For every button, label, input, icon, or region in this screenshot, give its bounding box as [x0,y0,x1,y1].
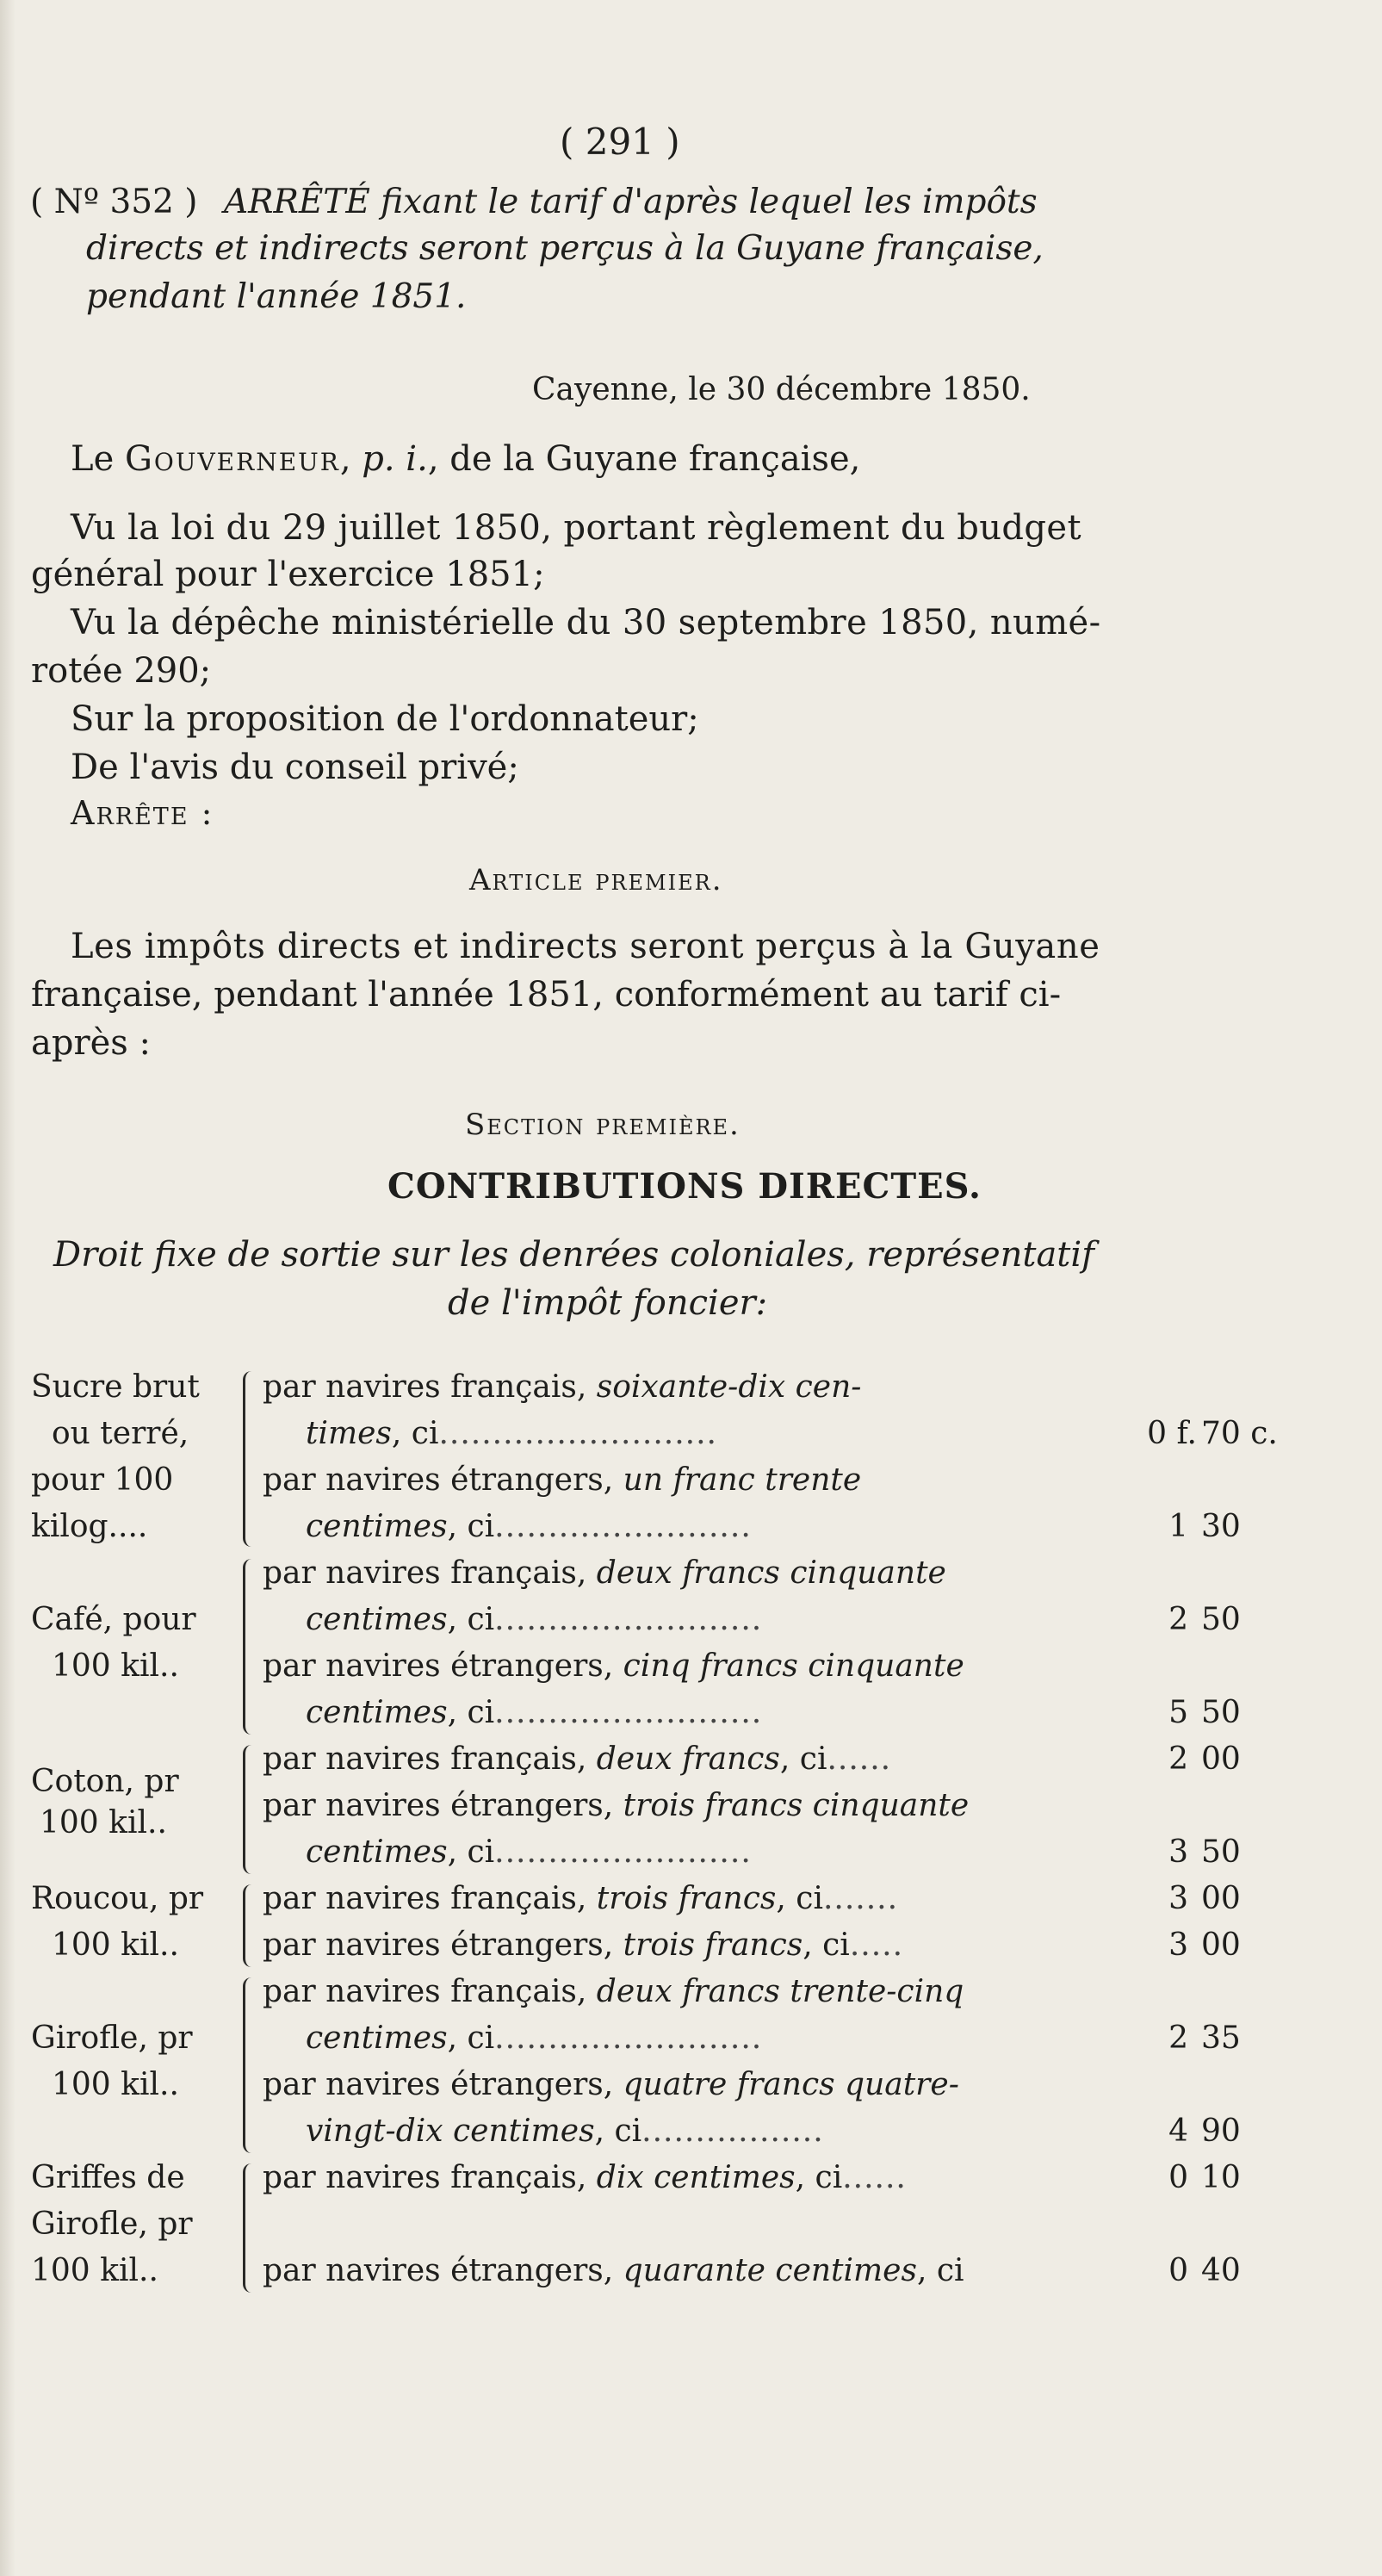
label-griffes-1: Griffes de [31,2160,185,2195]
label-sucre-1: Sucre brut [31,1369,200,1405]
sucre-et-centimes: 30 [1201,1509,1241,1544]
cafe-fr-text: par navires français, [263,1555,597,1591]
preamble-avis: De l'avis du conseil privé; [71,748,519,787]
preamble-gouverneur [71,439,860,479]
griffes-fr-text: par navires français, [263,2160,597,2195]
sucre-fr-amount-text: soixante-dix cen- [596,1369,862,1405]
sucre-et-line-2 [306,1507,752,1547]
girofle-et-ci: , ci [594,2114,642,2149]
coton-et-ci: , ci [447,1834,495,1870]
cafe-et-line-1 [263,1647,964,1686]
cafe-fr-line-1 [263,1554,946,1593]
griffes-et-ci: , ci [916,2253,964,2288]
girofle-et-line-2 [306,2112,824,2151]
girofle-fr-ci: , ci [447,2020,495,2056]
coton-fr-francs: 2 [1168,1741,1188,1777]
roucou-et-text: par navires étrangers, [263,1927,623,1963]
label-sucre-3: pour 100 [31,1462,174,1498]
decree-title-line-1 [30,183,1038,221]
sucre-et-amount-text-2: centimes [306,1509,448,1544]
griffes-fr-ci: , ci [795,2160,843,2195]
roucou-fr-amount-text: trois francs [596,1881,777,1916]
roucou-fr-line-1 [263,1879,898,1919]
sucre-et-francs: 1 [1168,1509,1188,1544]
coton-et-line-1 [263,1786,969,1826]
roucou-et-francs: 3 [1168,1927,1188,1963]
dot-leader: .......................... [438,1416,717,1451]
coton-fr-centimes: 00 [1201,1741,1241,1777]
preamble-proposition: Sur la proposition de l'ordonnateur; [71,699,699,739]
sucre-et-line-1 [263,1461,861,1500]
label-sucre-4: kilog.... [31,1509,148,1544]
sucre-fr-text: par navires français, [263,1369,597,1405]
preamble-vu-depeche-1: Vu la dépêche ministérielle du 30 septembre 1850, numé- [71,603,1101,642]
girofle-fr-amount-text-2: centimes [306,2020,448,2056]
girofle-et-francs: 4 [1168,2114,1188,2149]
dot-leader: ........................ [494,1834,752,1870]
griffes-et-centimes: 40 [1201,2253,1241,2288]
decree-title-line-2: directs et indirects seront perçus à la Guyane française, [86,229,1044,268]
article-text-1: Les impôts directs et indirects seront perçus à la Guyane [71,927,1100,966]
girofle-et-amount-text: quatre francs quatre- [623,2067,959,2102]
cafe-fr-amount-text: deux francs cinquante [596,1555,946,1591]
dot-leader: ......................... [494,1695,763,1730]
article-heading: Article premier. [469,863,723,897]
cafe-fr-ci: , ci [447,1602,495,1637]
gouverneur-prefix: Le [71,439,125,479]
cafe-et-francs: 5 [1168,1695,1188,1730]
coton-fr-line-1 [263,1740,891,1779]
roucou-fr-ci: , ci [776,1881,823,1916]
coton-fr-text: par navires français, [263,1741,597,1777]
roucou-fr-francs: 3 [1168,1881,1188,1916]
page-number: ( 291 ) [560,121,680,163]
preamble-vu-depeche-2: rotée 290; [31,651,212,691]
cafe-et-amount-text-2: centimes [306,1695,448,1730]
dot-leader: ..... [849,1927,904,1963]
girofle-fr-line-2 [306,2019,762,2058]
dot-leader: ................. [641,2114,824,2149]
cafe-et-centimes: 50 [1201,1695,1241,1730]
cafe-et-text: par navires étrangers, [263,1648,623,1684]
coton-et-amount-text-2: centimes [306,1834,448,1870]
article-text-3: après : [31,1023,151,1063]
label-cafe-2: 100 kil.. [52,1648,179,1684]
cafe-fr-centimes: 50 [1201,1602,1241,1637]
gouverneur-rest: , de la Guyane française, [427,439,861,479]
label-roucou-2: 100 kil.. [52,1927,179,1963]
coton-fr-amount-text: deux francs [596,1741,780,1777]
roucou-et-amount-text: trois francs [623,1927,803,1963]
preamble-vu-loi-2: général pour l'exercice 1851; [31,555,545,594]
brace-coton [243,1745,254,1874]
coton-et-centimes: 50 [1201,1834,1241,1870]
decree-title-line-3: pendant l'année 1851. [86,277,467,316]
label-sucre-2: ou terré, [52,1416,189,1451]
sucre-et-text: par navires étrangers, [263,1462,623,1498]
label-coton-2: 100 kil.. [40,1805,167,1840]
sucre-et-amount-text: un franc trente [623,1462,862,1498]
griffes-fr-line-1 [263,2158,907,2198]
decree-number: ( Nº 352 ) [30,183,198,221]
label-girofle-1: Girofle, pr [31,2020,193,2056]
dot-leader: ......................... [494,1602,763,1637]
roucou-fr-text: par navires français, [263,1881,597,1916]
section-title: CONTRIBUTIONS DIRECTES. [387,1166,982,1207]
coton-et-line-2 [306,1833,752,1872]
section-heading: Section première. [465,1108,741,1142]
sucre-fr-line-1 [263,1368,861,1407]
cafe-fr-amount-text-2: centimes [306,1602,448,1637]
roucou-et-centimes: 00 [1201,1927,1241,1963]
griffes-et-francs: 0 [1168,2253,1188,2288]
cafe-et-amount-text: cinq francs cinquante [623,1648,964,1684]
roucou-et-line-1 [263,1926,903,1965]
brace-griffes [243,2163,254,2293]
cafe-et-ci: , ci [447,1695,495,1730]
cafe-et-line-2 [306,1693,762,1733]
griffes-fr-francs: 0 [1168,2160,1188,2195]
griffes-et-amount-text: quarante centimes [623,2253,917,2288]
section-subtitle-2: de l'impôt foncier: [448,1283,768,1323]
sucre-fr-francs: 0 f. [1147,1416,1197,1451]
dot-leader: ....... [822,1881,899,1916]
article-text-2: française, pendant l'année 1851, conformément au tarif ci- [31,975,1062,1015]
girofle-fr-amount-text: deux francs trente-cinq [596,1974,964,2009]
coton-et-amount-text: trois francs cinquante [623,1788,970,1823]
girofle-et-centimes: 90 [1201,2114,1241,2149]
section-subtitle-1: Droit fixe de sortie sur les denrées coloniales, représentatif [53,1235,1094,1275]
roucou-et-ci: , ci [803,1927,850,1963]
girofle-fr-centimes: 35 [1201,2020,1241,2056]
label-cafe-1: Café, pour [31,1602,196,1637]
griffes-fr-centimes: 10 [1201,2160,1241,2195]
girofle-fr-francs: 2 [1168,2020,1188,2056]
place-date: Cayenne, le 30 décembre 1850. [532,372,1031,407]
griffes-et-text: par navires étrangers, [263,2253,623,2288]
dot-leader: ...... [827,1741,892,1777]
label-griffes-2: Girofle, pr [31,2207,193,2242]
brace-girofle [243,1977,254,2153]
dot-leader: ........................ [494,1509,752,1544]
decree-title-text-1: ARRÊTÉ fixant le tarif d'après lequel les impôts [223,183,1038,221]
sucre-et-ci: , ci [447,1509,495,1544]
dot-leader: ...... [842,2160,907,2195]
label-roucou-1: Roucou, pr [31,1881,204,1916]
cafe-fr-francs: 2 [1168,1602,1188,1637]
sucre-fr-amount-text-2: times [306,1416,392,1451]
label-griffes-3: 100 kil.. [31,2253,158,2288]
girofle-fr-line-1 [263,1972,964,2012]
page-gutter-shadow [0,0,15,2576]
coton-et-text: par navires étrangers, [263,1788,623,1823]
girofle-et-text: par navires étrangers, [263,2067,623,2102]
girofle-et-amount-text-2: vingt-dix centimes [306,2114,595,2149]
griffes-fr-amount-text: dix centimes [596,2160,796,2195]
preamble-vu-loi-1: Vu la loi du 29 juillet 1850, portant règlement du budget [71,508,1081,548]
brace-cafe [243,1559,254,1735]
gouverneur-title: Gouverneur [124,439,340,479]
sucre-fr-line-2 [306,1414,717,1454]
sucre-fr-ci: , ci [391,1416,439,1451]
griffes-et-line-1 [263,2251,964,2291]
preamble-arrete: Arrête : [71,794,214,832]
dot-leader: ......................... [494,2020,763,2056]
brace-roucou [243,1884,254,1967]
girofle-et-line-1 [263,2065,959,2105]
cafe-fr-line-2 [306,1600,762,1640]
label-girofle-2: 100 kil.. [52,2067,179,2102]
brace-sucre [243,1371,254,1547]
label-coton-1: Coton, pr [31,1764,179,1799]
gouverneur-separator: , [339,439,363,479]
coton-et-francs: 3 [1168,1834,1188,1870]
sucre-fr-centimes: 70 c. [1201,1416,1278,1451]
girofle-fr-text: par navires français, [263,1974,597,2009]
roucou-fr-centimes: 00 [1201,1881,1241,1916]
gouverneur-pi: p. i. [362,439,428,479]
coton-fr-ci: , ci [779,1741,827,1777]
